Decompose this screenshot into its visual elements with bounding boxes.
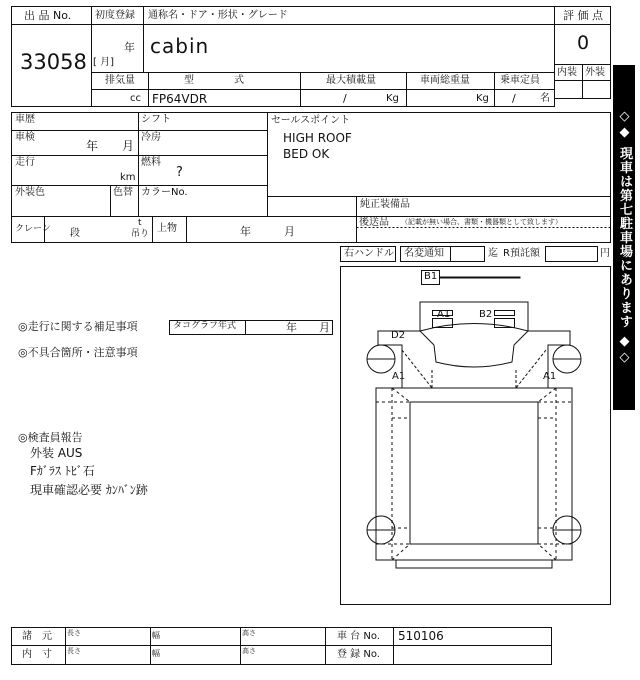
upper-body-year-month: 年 月 [240, 225, 295, 238]
tachograph-label: タコグラフ年式 [173, 321, 237, 331]
chassis-label: 車 台 No. [337, 631, 380, 642]
interior-label: 内装 [557, 67, 577, 78]
sales-point-2: BED OK [283, 147, 330, 161]
mark-a1-right: A1 [543, 371, 557, 382]
mark-d2: D2 [391, 330, 406, 341]
first-registration-label: 初度登録 [95, 10, 135, 21]
ac-label: 冷房 [141, 132, 161, 143]
retrofit-note: （記載が無い場合、書類・機器類として致します） [401, 218, 562, 226]
parking-notice: ◇◆ 現車は第七駐車場にあります ◆◇ [613, 65, 635, 410]
crane-tonnage-unit: t [138, 218, 142, 228]
cc-unit: cc [130, 93, 141, 104]
model-name: cabin [150, 34, 210, 58]
inspector-line-1: 外装 AUS [30, 446, 83, 460]
height-label-2: 高さ [242, 647, 256, 655]
total-weight-label: 車両総重量 [420, 75, 470, 86]
crane-steps: 段 [70, 228, 80, 239]
truck-diagram [367, 271, 581, 569]
fuel-value: ? [176, 165, 183, 180]
inspector-line-2: Fｶﾞﾗｽ ﾄﾋﾞ石 [30, 464, 95, 478]
chassis-number: 510106 [398, 629, 444, 643]
max-load-slash: / [343, 92, 347, 105]
mark-b1: B1 [424, 271, 438, 282]
year-unit: 年 [124, 41, 135, 54]
rhd-label: 右ハンドル [344, 248, 394, 259]
until-label: 迄 [488, 248, 498, 259]
dimensions-label: 諸 元 [22, 631, 52, 642]
mark-b2: B2 [479, 309, 493, 320]
max-load-label: 最大積載量 [326, 75, 376, 86]
color-change-label: 色替 [113, 187, 133, 198]
inspection-year-month: 年 月 [86, 139, 135, 153]
kg-unit-1: Kg [386, 93, 399, 104]
sales-point-label: セールスポイント [271, 115, 351, 126]
driving-notes-label: ◎走行に関する補足事項 [18, 320, 138, 333]
crane-hoist: 吊り [131, 229, 150, 239]
sales-point-1: HIGH ROOF [283, 131, 352, 145]
length-label-2: 長さ [67, 647, 81, 655]
mark-a1-left: A1 [392, 371, 406, 382]
model-header-label: 通称名・ドア・形状・グレード [148, 10, 288, 21]
height-label-1: 高さ [242, 629, 256, 637]
lot-number-label: 出 品 No. [24, 9, 72, 22]
shift-label: シフト [141, 114, 171, 125]
inner-dimensions-label: 内 寸 [22, 649, 52, 660]
recycling-deposit-label: R預託額 [503, 248, 540, 259]
score-value: 0 [577, 32, 590, 54]
length-label-1: 長さ [67, 629, 81, 637]
person-unit: 名 [540, 93, 550, 104]
type-label: 型 式 [184, 75, 244, 86]
fuel-label: 燃料 [141, 157, 161, 168]
genuine-equipment-label: 純正装備品 [360, 199, 410, 210]
inspector-report-label: ◎検査員報告 [18, 431, 83, 444]
score-label: 評 価 点 [563, 9, 603, 22]
exterior-label: 外装 [585, 67, 605, 78]
mark-a1-cab: A1 [437, 309, 451, 320]
retrofit-label: 後送品 [359, 217, 389, 228]
color-code-label: カラーNo. [141, 187, 188, 198]
capacity-label: 乗車定員 [500, 75, 540, 86]
history-label: 車歴 [15, 114, 35, 125]
kg-unit-2: Kg [476, 93, 489, 104]
crane-label: クレーン [15, 224, 51, 234]
yen-unit: 円 [600, 248, 610, 259]
displacement-label: 排気量 [105, 75, 135, 86]
inspector-line-3: 現車確認必要 ｶﾝﾊﾞﾝ跡 [30, 483, 148, 497]
width-label-2: 幅 [152, 649, 160, 658]
inspection-label: 車検 [15, 132, 35, 143]
mileage-label: 走行 [15, 157, 35, 168]
type-value: FP64VDR [152, 92, 208, 106]
capacity-slash: / [512, 92, 516, 105]
name-change-label: 名変通知 [404, 248, 444, 259]
month-bracket: [ 月] [93, 57, 114, 68]
color-label: 外装色 [15, 187, 45, 198]
defects-label: ◎不具合箇所・注意事項 [18, 346, 138, 359]
registration-label: 登 録 No. [337, 649, 380, 660]
km-unit: km [120, 172, 136, 183]
lot-number: 33058 [20, 50, 87, 74]
width-label-1: 幅 [152, 631, 160, 640]
upper-body-label: 上物 [157, 223, 177, 234]
tachograph-year-month: 年 月 [286, 321, 330, 334]
